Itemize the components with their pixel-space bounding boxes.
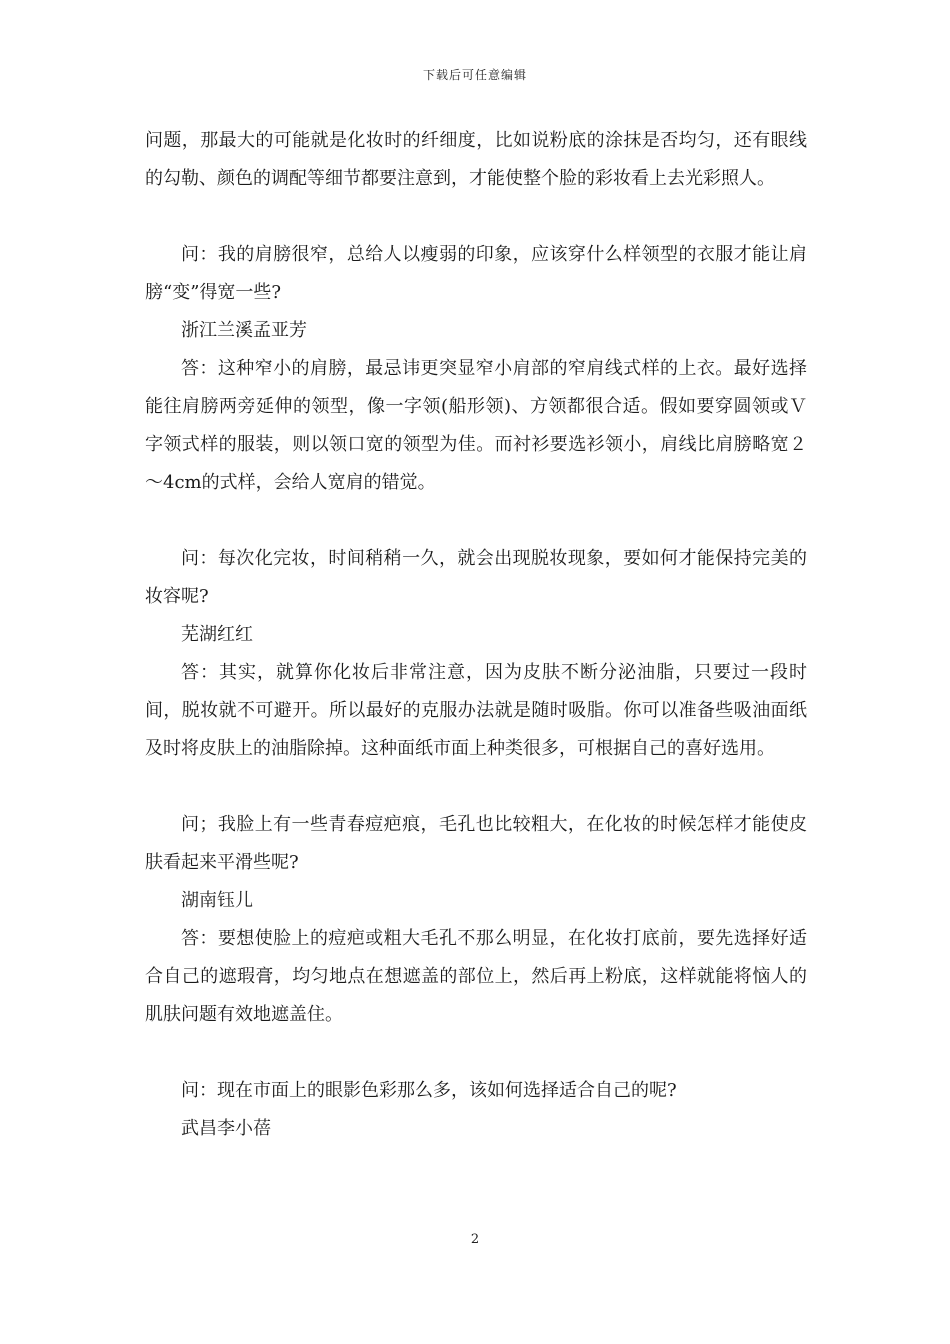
asker-name: 湖南钰儿 <box>181 890 253 911</box>
asker-name: 浙江兰溪孟亚芳 <box>181 320 307 341</box>
document-body <box>145 122 807 1148</box>
asker-name: 武昌李小蓓 <box>181 1118 271 1139</box>
asker-name: 芜湖红红 <box>181 624 253 645</box>
paragraph-continuation: 问题，那最大的可能就是化妆时的纤细度，比如说粉底的涂抹是否均匀，还有眼线的勾勒、颜色的调配等细节都要注意到，才能使整个脸的彩妆看上去光彩照人。 <box>145 130 807 189</box>
answer-acne-scars: 答：要想使脸上的痘疤或粗大毛孔不那么明显，在化妆打底前，要先选择好适合自己的遮瑕膏，均匀地点在想遮盖的部位上，然后再上粉底，这样就能将恼人的肌肤问题有效地遮盖住。 <box>145 928 807 1025</box>
page-number: 2 <box>470 1232 480 1247</box>
question-shoulders: 问：我的肩膀很窄，总给人以瘦弱的印象，应该穿什么样领型的衣服才能让肩膀“变”得宽一些? <box>145 244 807 303</box>
question-acne-scars: 问；我脸上有一些青春痘疤痕，毛孔也比较粗大，在化妆的时候怎样才能使皮肤看起来平滑些呢? <box>145 814 807 873</box>
answer-makeup-fade: 答：其实，就算你化妆后非常注意，因为皮肤不断分泌油脂，只要过一段时间，脱妆就不可避开。所以最好的克服办法就是随时吸脂。你可以准备些吸油面纸及时将皮肤上的油脂除掉。这种面纸市面上种类很多，可根据自己的喜好选用。 <box>145 662 807 759</box>
page-header: 下载后可任意编辑 <box>422 68 527 82</box>
question-eyeshadow: 问：现在市面上的眼影色彩那么多，该如何选择适合自己的呢? <box>181 1080 677 1101</box>
answer-shoulders: 答：这种窄小的肩膀，最忌讳更突显窄小肩部的窄肩线式样的上衣。最好选择能往肩膀两旁延伸的领型，像一字领(船形领)、方领都很合适。假如要穿圆领或Ｖ字领式样的服装，则以领口宽的领型为佳。而衬衫要选衫领小，肩线比肩膀略宽２～4cm的式样，会给人宽肩的错觉。 <box>145 358 807 493</box>
question-makeup-fade: 问：每次化完妆，时间稍稍一久，就会出现脱妆现象，要如何才能保持完美的妆容呢? <box>145 548 807 607</box>
